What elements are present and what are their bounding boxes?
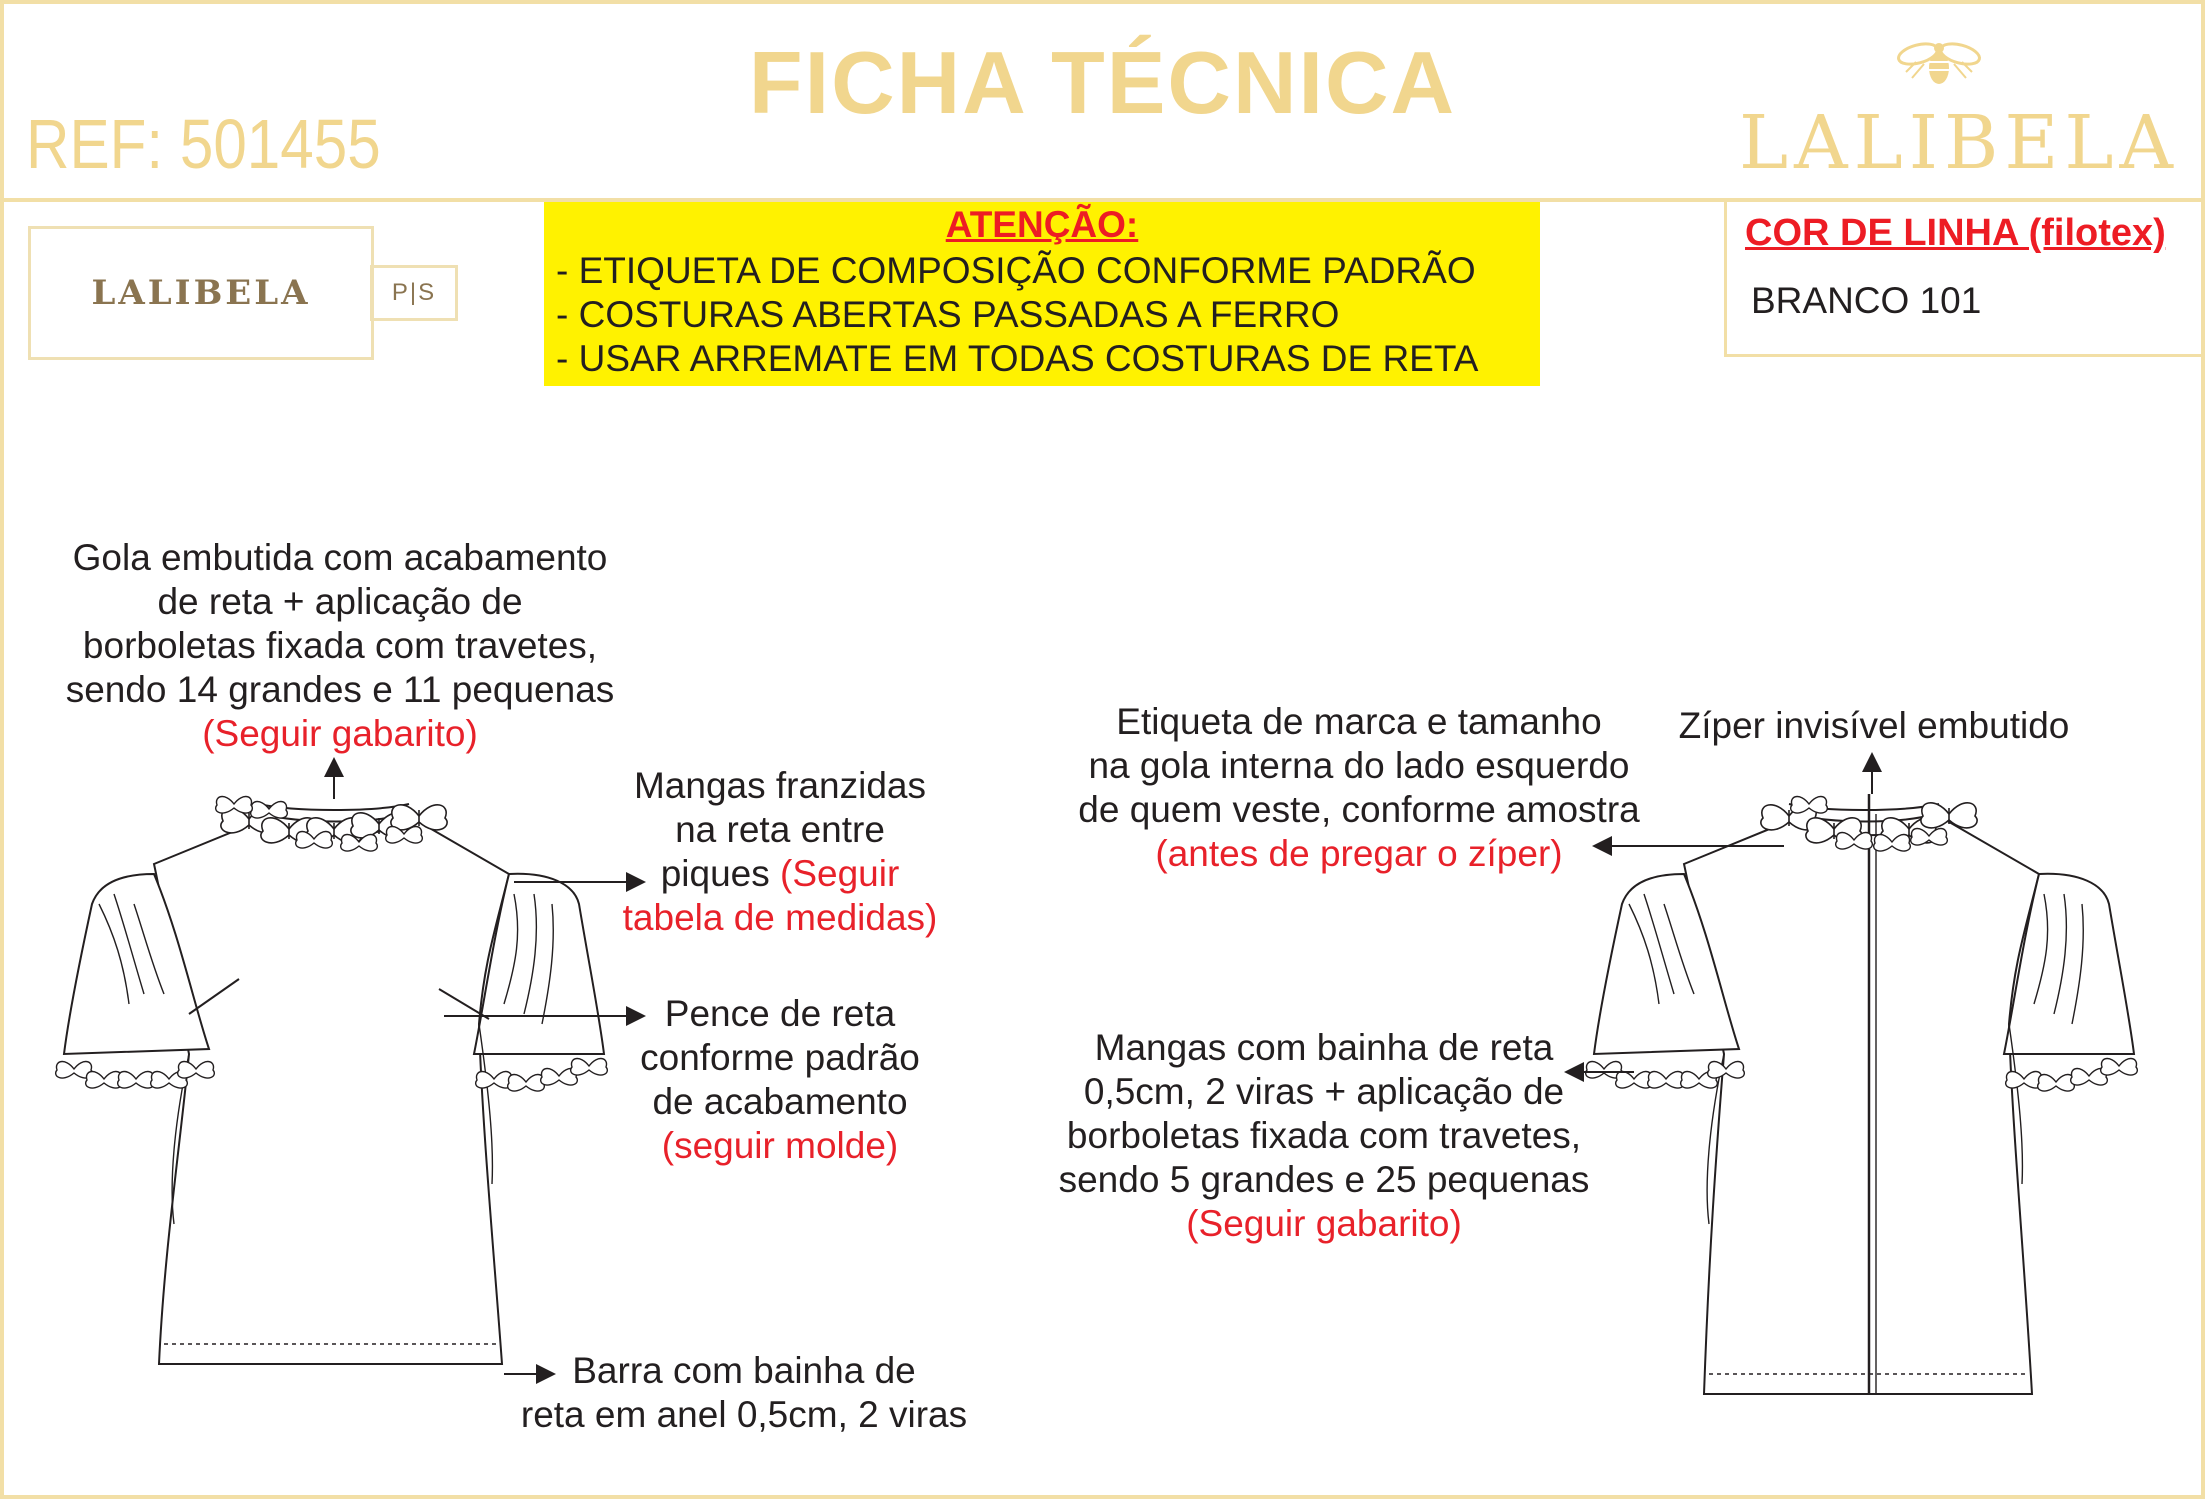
note-instruction: tabela de medidas) (622, 897, 938, 938)
brand-logo: LALIBELA (1739, 100, 2179, 186)
note-instruction: (Seguir gabarito) (202, 713, 478, 754)
note-zipper (1664, 704, 2084, 748)
note-line: de reta + aplicação de (157, 581, 523, 622)
note-instruction: (antes de pregar o zíper) (1155, 833, 1563, 874)
note-line: sendo 14 grandes e 11 pequenas (65, 669, 615, 710)
note-line: na gola interna do lado esquerdo (1088, 745, 1630, 786)
note-line: reta em anel 0,5cm, 2 viras (520, 1394, 968, 1435)
note-hem (504, 1349, 984, 1437)
note-instruction: (seguir molde) (661, 1125, 899, 1166)
note-line: borboletas fixada com travetes, (82, 625, 598, 666)
note-line: Mangas com bainha de reta (1094, 1027, 1554, 1068)
back-view (1594, 794, 2134, 1394)
note-dart (600, 992, 960, 1168)
note-line: conforme padrão (640, 1037, 920, 1078)
note-line: de quem veste, conforme amostra (1078, 789, 1640, 830)
reference-code: REF: 501455 (26, 105, 381, 183)
note-sleeves-front (600, 764, 960, 940)
label-brand-text: LALIBELA (91, 273, 311, 313)
note-instruction: (Seguir gabarito) (1186, 1203, 1462, 1244)
note-line: sendo 5 grandes e 25 pequenas (1058, 1159, 1590, 1200)
page-title: FICHA TÉCNICA (748, 33, 1457, 132)
note-sleeves-back (1034, 1026, 1614, 1246)
note-line-mixed (600, 852, 960, 896)
attention-line: - ETIQUETA DE COMPOSIÇÃO CONFORME PADRÃO (556, 250, 1476, 291)
attention-title: ATENÇÃO: (945, 204, 1139, 245)
note-line: 0,5cm, 2 viras + aplicação de (1083, 1071, 1565, 1112)
size-tag: P|S (370, 265, 458, 321)
note-line: de acabamento (652, 1081, 908, 1122)
note-line: Barra com bainha de (572, 1350, 916, 1391)
note-line: Etiqueta de marca e tamanho (1116, 701, 1602, 742)
note-line: na reta entre (675, 809, 885, 850)
note-line: borboletas fixada com travetes, (1066, 1115, 1582, 1156)
note-line: Mangas franzidas (633, 765, 927, 806)
attention-line: - USAR ARREMATE EM TODAS COSTURAS DE RETA (556, 338, 1479, 379)
note-line: Gola embutida com acabamento (72, 537, 608, 578)
thread-color-title: COR DE LINHA (filotex) (1745, 212, 2166, 254)
note-collar (40, 536, 640, 756)
attention-line: - COSTURAS ABERTAS PASSADAS A FERRO (556, 294, 1340, 335)
thread-color-value: BRANCO 101 (1751, 280, 1982, 321)
note-instruction: (Seguir (780, 853, 900, 894)
note-line: Zíper invisível embutido (1678, 705, 2070, 746)
note-brand-label (1054, 700, 1664, 876)
note-line: Pence de reta (664, 993, 896, 1034)
note-text: piques (660, 853, 781, 894)
